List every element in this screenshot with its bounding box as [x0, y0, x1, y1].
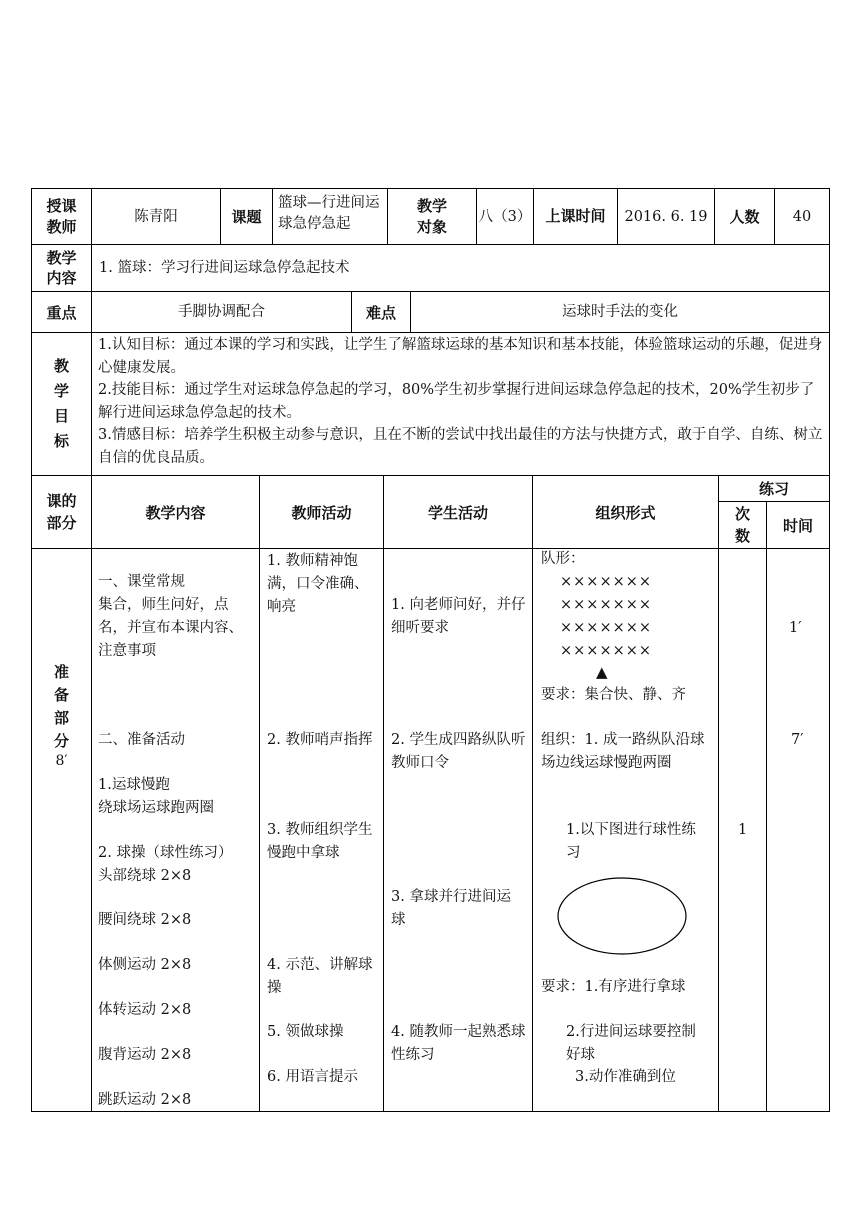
student-item: 4. 随教师一起熟悉球性练习 — [391, 1024, 526, 1063]
teacher-item: 2. 教师哨声指挥 — [267, 732, 373, 748]
org-requirement: 3.动作准确到位 — [575, 1069, 676, 1085]
content-item: 2. 球操（球性练习） — [98, 845, 233, 861]
org-requirement: 2.行进间运球要控制好球 — [566, 1024, 696, 1063]
col-divider — [532, 475, 533, 1112]
difficult-point: 运球时手法的变化 — [562, 304, 678, 320]
content-item: 二、准备活动 — [98, 732, 185, 748]
formation-row: ××××××× — [560, 643, 653, 659]
content-label: 教学内容 — [46, 249, 77, 287]
col-org: 组织形式 — [595, 503, 656, 522]
teacher-item: 1. 教师精神饱满，口令准确、响亮 — [267, 553, 369, 615]
col-divider — [718, 475, 719, 1112]
content-item: 体转运动 2×8 — [98, 1002, 192, 1018]
formation-row: ××××××× — [560, 620, 653, 636]
org-requirement: 要求：集合快、静、齐 — [541, 687, 686, 703]
practice-time: 1′ — [789, 620, 802, 636]
prep-part: 准备部分 8′ — [53, 663, 69, 769]
topic-label: 课题 — [231, 208, 262, 226]
class-date: 2016. 6. 19 — [624, 208, 708, 225]
count-label: 人数 — [729, 208, 760, 226]
org-ball-practice: 1.以下图进行球性练习 — [566, 822, 696, 861]
goal-cognitive: 1.认知目标：通过本课的学习和实践，让学生了解篮球运球的基本知识和基本技能，体验篮球运动的乐趣，促进身心健康发展。 — [98, 337, 823, 376]
practice-count: 1 — [738, 822, 748, 838]
col-divider — [91, 475, 92, 1112]
student-item: 1. 向老师问好，并仔细听要求 — [391, 597, 526, 636]
col-content: 教学内容 — [145, 503, 206, 522]
content-item: 1.运球慢跑 — [98, 777, 170, 793]
teacher-item: 3. 教师组织学生慢跑中拿球 — [267, 822, 373, 861]
practice-time: 7′ — [791, 732, 804, 748]
key-point: 手脚协调配合 — [178, 304, 265, 320]
content-item: 体侧运动 2×8 — [98, 957, 192, 973]
col-practice: 练习 — [758, 480, 789, 498]
org-organization: 组织：1. 成一路纵队沿球场边线运球慢跑两圈 — [541, 732, 705, 771]
org-requirement: 要求：1.有序进行拿球 — [541, 979, 686, 995]
topic: 篮球—行进间运球急停急起 — [278, 195, 380, 232]
time-label: 上课时间 — [545, 207, 606, 225]
student-item: 3. 拿球并行进间运球 — [391, 889, 511, 928]
col-duration: 时间 — [782, 516, 813, 535]
content-item: 绕球场运球跑两圈 — [98, 800, 214, 816]
content-item: 一、课堂常规 — [98, 574, 185, 590]
target-label: 教学对象 — [416, 196, 447, 236]
teacher-label: 授课教师 — [46, 196, 77, 236]
table-border-right — [829, 188, 830, 1112]
col-divider — [91, 244, 92, 475]
content-item: 跳跃运动 2×8 — [98, 1092, 192, 1108]
goals-label: 教学目标 — [53, 357, 69, 450]
content-item: 集合，师生问好，点名，并宣布本课内容、注意事项 — [98, 597, 243, 659]
col-student: 学生活动 — [427, 503, 488, 522]
content-item: 头部绕球 2×8 — [98, 868, 192, 884]
content-item: 腰间绕球 2×8 — [98, 912, 192, 928]
formation-row: ××××××× — [560, 597, 653, 613]
formation-label: 队形： — [541, 551, 585, 567]
col-divider — [766, 501, 767, 1112]
teacher-position-icon: ▲ — [596, 663, 608, 681]
teacher-item: 6. 用语言提示 — [267, 1069, 358, 1085]
col-divider — [259, 475, 260, 1112]
key-label: 重点 — [46, 303, 77, 322]
teacher-item: 5. 领做球操 — [267, 1024, 344, 1040]
target-class: 八（3） — [478, 208, 532, 225]
row-divider — [31, 332, 829, 333]
student-count: 40 — [792, 208, 812, 225]
practice-circle-diagram — [556, 876, 690, 958]
col-teacher: 教师活动 — [291, 503, 352, 522]
col-divider — [383, 475, 384, 1112]
formation-row: ××××××× — [560, 574, 653, 590]
content-item: 腹背运动 2×8 — [98, 1047, 192, 1063]
col-part: 课的部分 — [46, 492, 77, 532]
teacher-name: 陈青阳 — [134, 208, 178, 225]
col-divider — [272, 188, 273, 244]
goal-skill: 2.技能目标：通过学生对运球急停急起的学习，80%学生初步掌握行进间运球急停急起的技术，20%学生初步了解行进间运球急停急起的技术。 — [98, 382, 815, 421]
col-times: 次数 — [734, 505, 750, 545]
content-text: 1. 篮球：学习行进间运球急停急起技术 — [99, 260, 350, 276]
row-divider — [31, 244, 829, 245]
difficult-label: 难点 — [365, 303, 396, 322]
student-item: 2. 学生成四路纵队听教师口令 — [391, 732, 526, 771]
goal-affective: 3.情感目标：培养学生积极主动参与意识，且在不断的尝试中找出最佳的方法与快捷方式，敢于自学、自练、树立自信的优良品质。 — [98, 427, 823, 466]
row-divider — [31, 548, 829, 549]
goals-text — [98, 334, 824, 469]
teacher-item: 4. 示范、讲解球操 — [267, 957, 373, 996]
